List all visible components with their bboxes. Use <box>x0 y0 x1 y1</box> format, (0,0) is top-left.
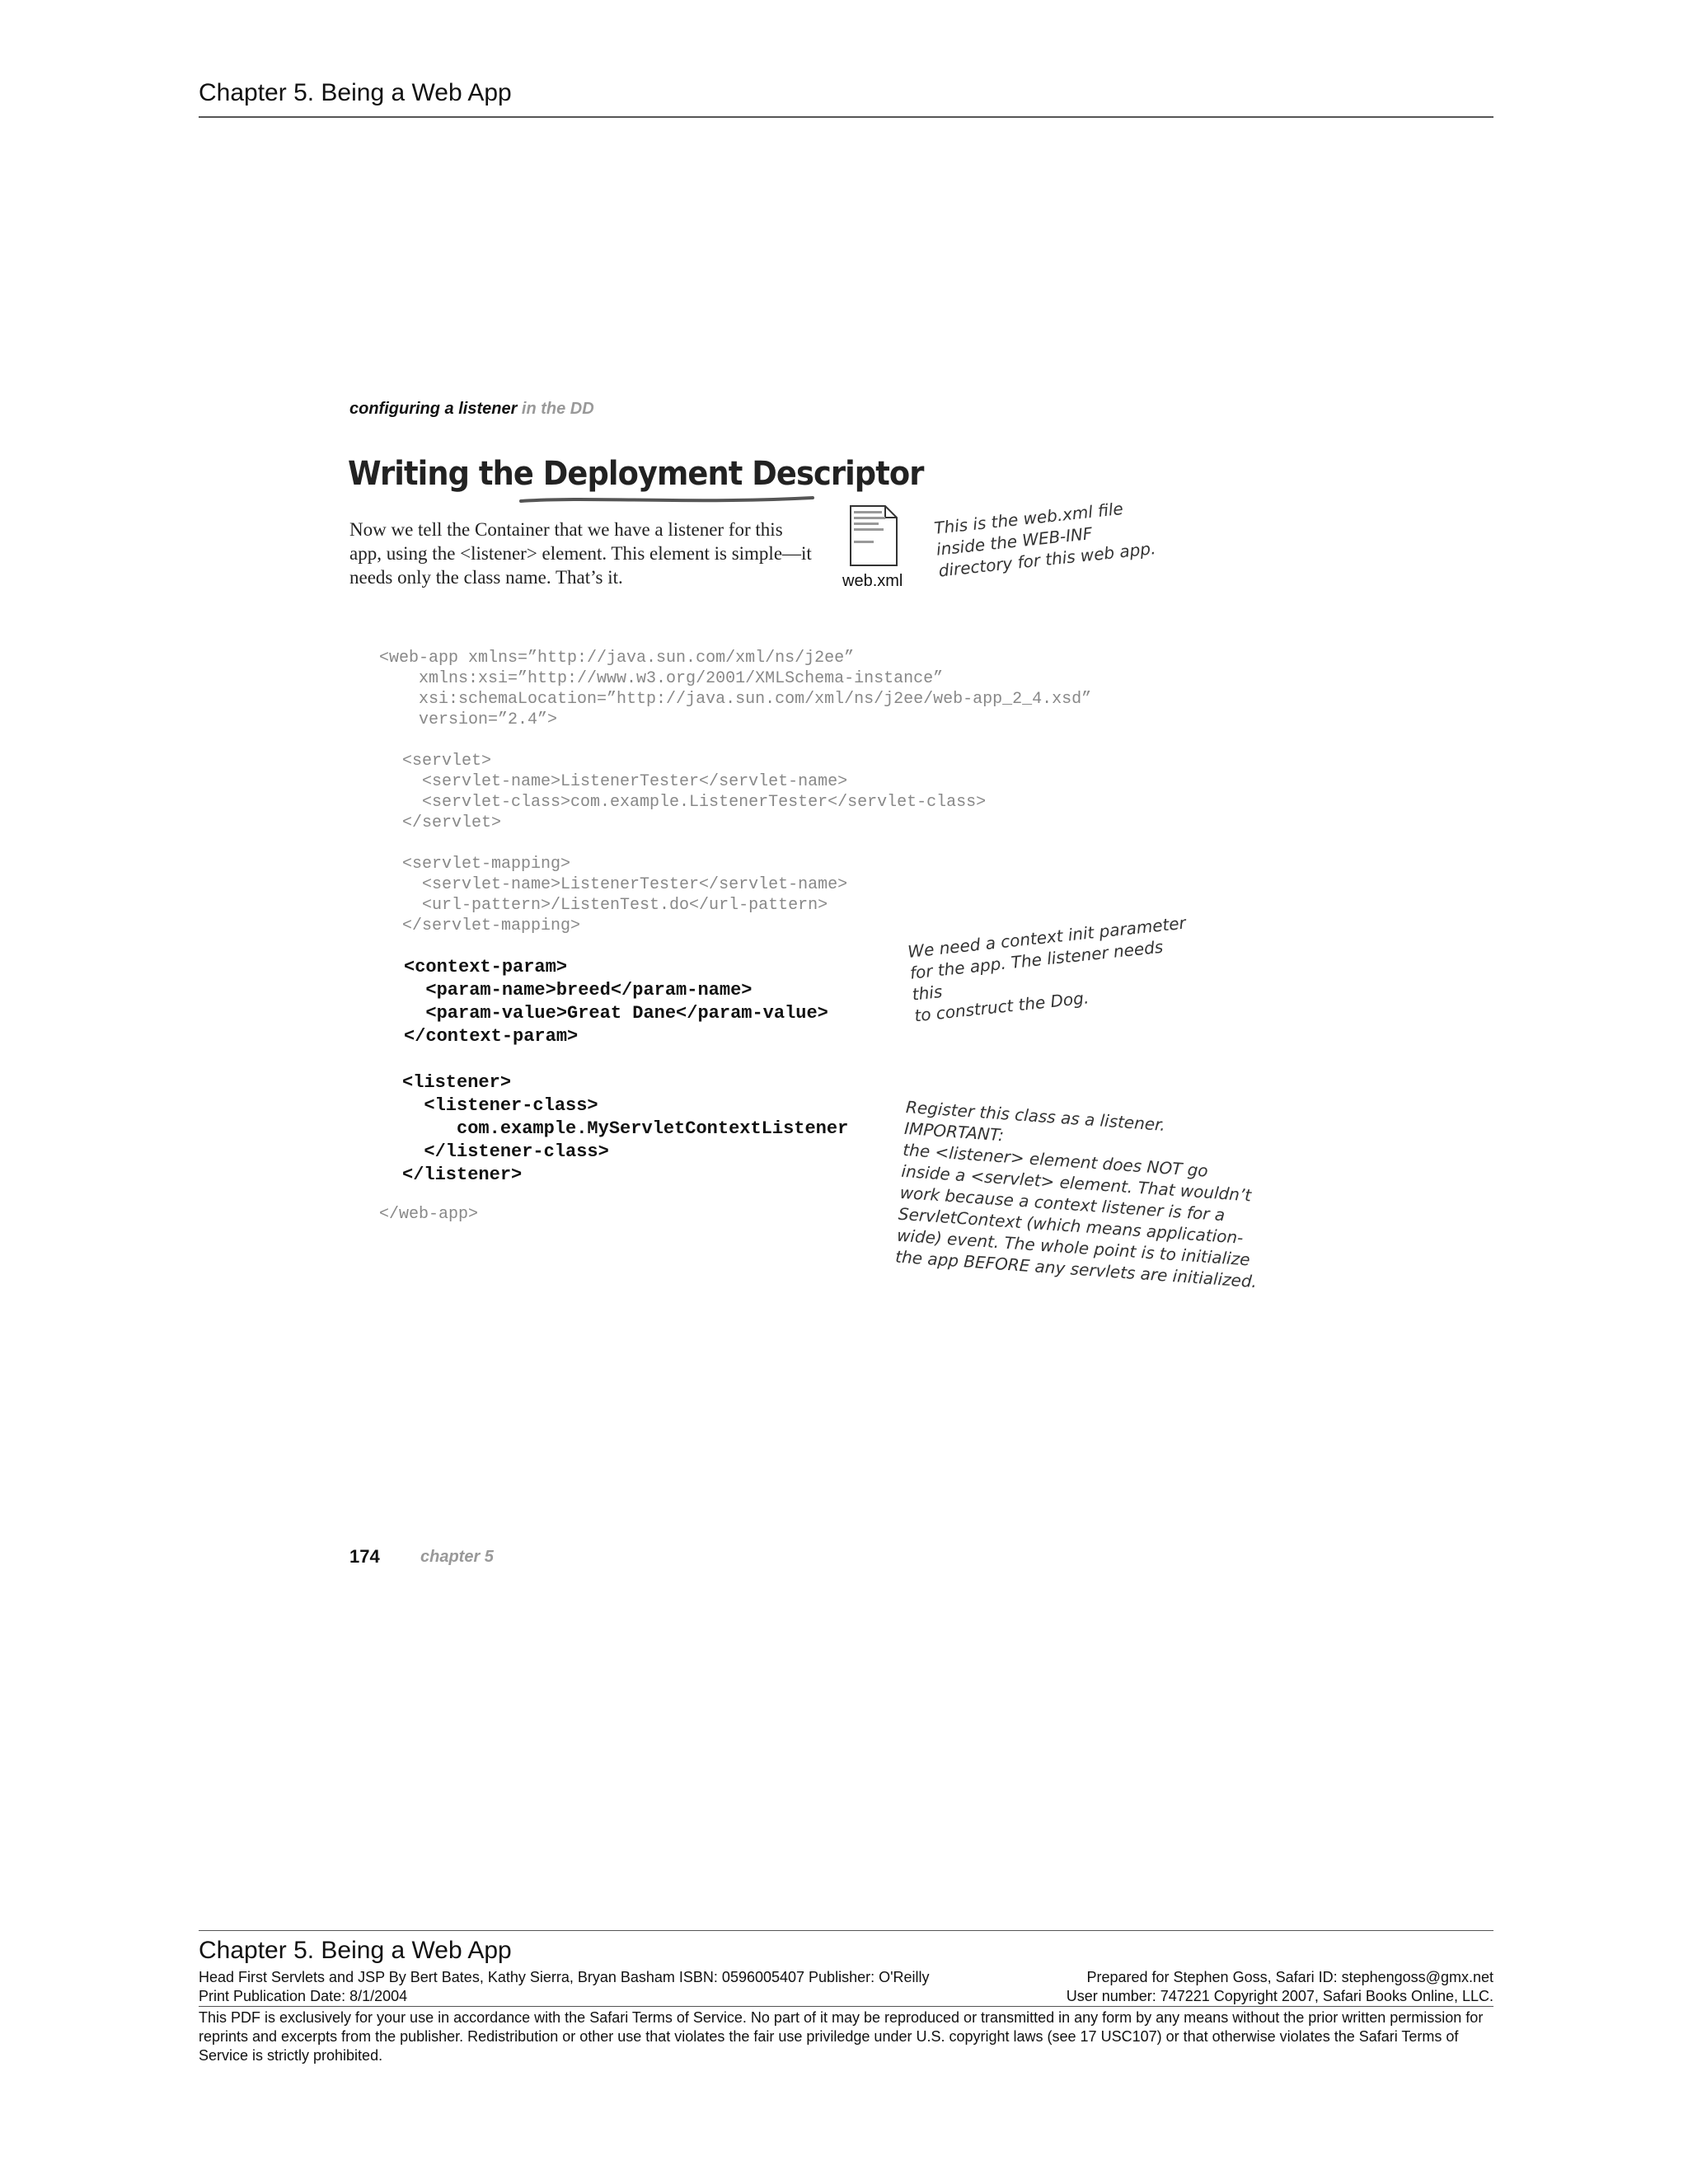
page-number: 174 <box>349 1546 380 1567</box>
running-header: Chapter 5. Being a Web App <box>199 79 512 106</box>
code-servlet-block: <servlet> <servlet-name>ListenerTester</servlet-name> <servlet-class>com.example.ListenerTester</servlet-class> </servlet> <box>402 752 987 832</box>
footer-rule-top <box>199 1930 1493 1931</box>
xml-file-icon <box>849 504 898 571</box>
section-kicker <box>349 400 594 419</box>
annotation-listener: Register this class as a listener. IMPORTANT: the <listener> element does NOT go inside a <servlet> element. That wouldn’t work because a context listener is for a ServletContext (which means application- wide) event. The whole point is to initialize the app BEFORE any servlets are initialized. <box>894 1096 1258 1292</box>
page-chapter-label: chapter 5 <box>420 1548 494 1566</box>
footer-rule-bottom <box>199 2006 1493 2007</box>
code-context-param-block: <context-param> <param-name>breed</param-name> <param-value>Great Dane</param-value> </context-param> <box>404 957 828 1047</box>
header-rule <box>199 116 1493 118</box>
code-web-app-close: </web-app> <box>379 1205 479 1224</box>
page-title: Writing the Deployment Descriptor <box>348 455 924 493</box>
file-icon-label: web.xml <box>842 572 903 590</box>
footer-prepared-for: Prepared for Stephen Goss, Safari ID: stephengoss@gmx.net <box>1086 1969 1493 1985</box>
kicker-main: configuring a listener <box>349 400 518 418</box>
footer-publication-date: Print Publication Date: 8/1/2004 <box>199 1988 408 2004</box>
footer-user-number: User number: 747221 Copyright 2007, Safari Books Online, LLC. <box>1066 1988 1493 2004</box>
code-servlet-mapping-block: <servlet-mapping> <servlet-name>ListenerTester</servlet-name> <url-pattern>/ListenTest.do</url-pattern> </servlet-mapping> <box>402 855 848 935</box>
kicker-muted: in the DD <box>517 400 594 418</box>
code-listener-block: <listener> <listener-class> com.example.MyServletContextListener </listener-class> </listener> <box>402 1072 849 1185</box>
annotation-context-param: We need a context init parameter for the app. The listener needs this to construct the Dog. <box>907 912 1187 1026</box>
footer-chapter-title: Chapter 5. Being a Web App <box>199 1937 512 1964</box>
footer-terms-notice: This PDF is exclusively for your use in accordance with the Safari Terms of Service. No part of it may be reproduced or transmitted in any form by any means without the prior written permission for reprints and excerpts from the publisher. Redistribution or other use that violates the fair use priviledge under U.S. copyright laws (see 17 USC107) or that otherwise violates the Safari Terms of Service is strictly prohibited. <box>199 2009 1484 2064</box>
footer-book-info: Head First Servlets and JSP By Bert Bates, Kathy Sierra, Bryan Basham ISBN: 0596005407 Publisher: O'Reilly <box>199 1969 930 1985</box>
annotation-web-xml: This is the web.xml file inside the WEB-INF directory for this web app. <box>933 498 1157 581</box>
title-underline-stroke <box>519 493 816 506</box>
code-web-app-open: <web-app xmlns=”http://java.sun.com/xml/ns/j2ee” xmlns:xsi=”http://www.w3.org/2001/XMLSchema-instance” xsi:schemaLocation=”http://java.sun.com/xml/ns/j2ee/web-app_2_4.xsd” version=”2.4”> <box>379 649 1092 729</box>
intro-paragraph: Now we tell the Container that we have a listener for this app, using the <listener> element. This element is simple—it needs only the class name. That’s it. <box>349 519 812 588</box>
